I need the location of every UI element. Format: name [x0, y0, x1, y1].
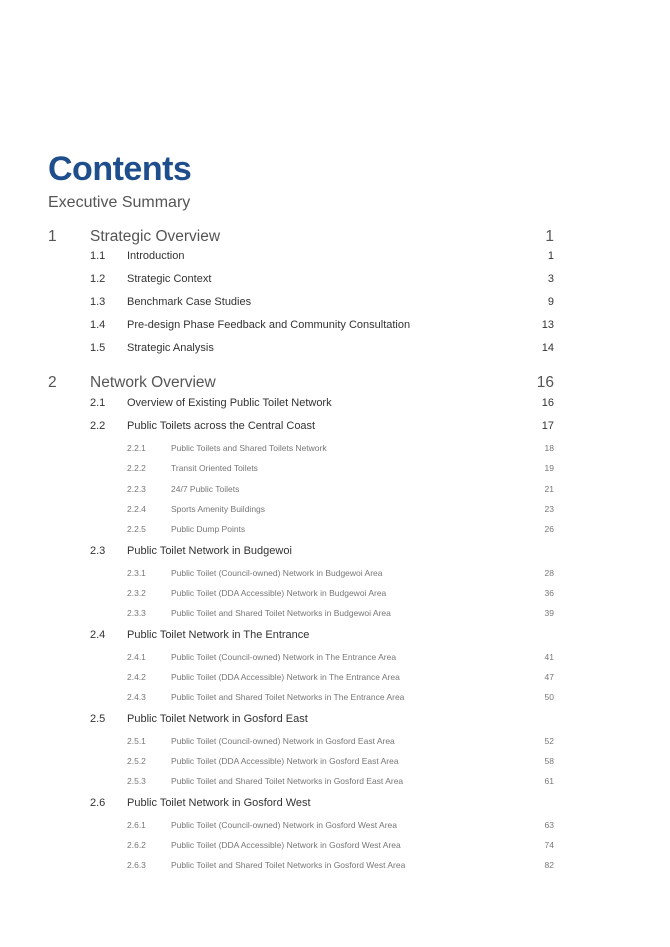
- toc-page-number: 3: [547, 273, 554, 285]
- toc-page-number: 18: [544, 443, 554, 453]
- toc-number: 2.4: [90, 629, 106, 641]
- toc-page-number: 13: [541, 319, 554, 331]
- toc-title: Public Toilet Network in The Entrance: [127, 629, 310, 641]
- toc-title: Transit Oriented Toilets: [171, 463, 258, 473]
- toc-number: 2.2.1: [127, 443, 146, 453]
- toc-page-number: 58: [544, 756, 554, 766]
- toc-title: Public Dump Points: [171, 524, 246, 534]
- toc-number: 2.3.3: [127, 608, 146, 618]
- toc-page-number: 74: [544, 840, 554, 850]
- toc-page-number: 52: [544, 736, 554, 746]
- toc-title: Strategic Analysis: [127, 342, 214, 354]
- toc-title: 24/7 Public Toilets: [171, 484, 240, 494]
- toc-title: Public Toilet and Shared Toilet Networks in Gosford East Area: [171, 776, 404, 786]
- toc-number: 2.5.3: [127, 776, 146, 786]
- toc-title: Benchmark Case Studies: [127, 296, 252, 308]
- toc-title: Public Toilet (DDA Accessible) Network in Gosford East Area: [171, 756, 399, 766]
- toc-number: 1: [48, 228, 57, 245]
- toc-title: Public Toilet Network in Gosford East: [127, 713, 308, 725]
- toc-title: Sports Amenity Buildings: [171, 504, 266, 514]
- toc-page-number: 61: [544, 776, 554, 786]
- toc-number: 1.4: [90, 319, 106, 331]
- toc-page-number: 21: [544, 484, 554, 494]
- toc-title: Network Overview: [90, 374, 216, 391]
- toc-page-number: 17: [541, 420, 554, 432]
- toc-number: 2.2.4: [127, 504, 146, 514]
- toc-title: Public Toilet and Shared Toilet Networks in The Entrance Area: [171, 692, 405, 702]
- toc-title: Strategic Context: [127, 273, 212, 285]
- toc-number: 2.6.1: [127, 820, 146, 830]
- toc-page-number: 82: [544, 860, 554, 870]
- toc-title: Public Toilet and Shared Toilet Networks in Gosford West Area: [171, 860, 406, 870]
- toc-number: 1.3: [90, 296, 106, 308]
- toc-title: Public Toilet (Council-owned) Network in The Entrance Area: [171, 652, 397, 662]
- toc-number: 2.4.2: [127, 672, 146, 682]
- toc-page-number: 36: [544, 588, 554, 598]
- toc-title: Public Toilet Network in Budgewoi: [127, 545, 292, 557]
- toc-page-number: 1: [547, 250, 554, 262]
- toc-title: Public Toilet (DDA Accessible) Network in Gosford West Area: [171, 840, 401, 850]
- toc-title: Public Toilet (Council-owned) Network in Gosford West Area: [171, 820, 397, 830]
- toc-page-number: 16: [541, 397, 554, 409]
- toc-page-number: 39: [544, 608, 554, 618]
- toc-page-number: 16: [536, 374, 554, 391]
- toc-number: 2.2: [90, 420, 106, 432]
- toc-page-number: 41: [544, 652, 554, 662]
- toc-number: 2.2.5: [127, 524, 146, 534]
- executive-summary-heading: Executive Summary: [48, 194, 191, 211]
- toc-title: Public Toilets and Shared Toilets Network: [171, 443, 327, 453]
- toc-title: Overview of Existing Public Toilet Network: [127, 397, 332, 409]
- toc-title: Strategic Overview: [90, 228, 221, 245]
- toc-number: 1.2: [90, 273, 106, 285]
- toc-number: 2.5: [90, 713, 106, 725]
- toc-page-number: 1: [545, 228, 554, 245]
- toc-number: 1.1: [90, 250, 106, 262]
- toc-number: 1.5: [90, 342, 106, 354]
- toc-page-number: 26: [544, 524, 554, 534]
- toc-number: 2.6.3: [127, 860, 146, 870]
- toc-number: 2.3: [90, 545, 106, 557]
- toc-page-number: 47: [544, 672, 554, 682]
- toc-title: Public Toilet (DDA Accessible) Network in The Entrance Area: [171, 672, 400, 682]
- toc-title: Public Toilet Network in Gosford West: [127, 797, 311, 809]
- toc-number: 2.5.2: [127, 756, 146, 766]
- toc-title: Public Toilet (Council-owned) Network in Budgewoi Area: [171, 568, 383, 578]
- toc-page-number: 28: [544, 568, 554, 578]
- toc-page-number: 23: [544, 504, 554, 514]
- toc-title: Public Toilets across the Central Coast: [127, 420, 316, 432]
- toc-number: 2.3.2: [127, 588, 146, 598]
- page-title: Contents: [48, 150, 192, 188]
- toc-page-number: 50: [544, 692, 554, 702]
- toc-page-number: 14: [541, 342, 554, 354]
- toc-title: Introduction: [127, 250, 185, 262]
- toc-page-number: 63: [544, 820, 554, 830]
- toc-number: 2.4.1: [127, 652, 146, 662]
- toc-number: 2.3.1: [127, 568, 146, 578]
- toc-page-number: 9: [547, 296, 554, 308]
- toc-number: 2.4.3: [127, 692, 146, 702]
- toc-number: 2.2.3: [127, 484, 146, 494]
- toc-number: 2.5.1: [127, 736, 146, 746]
- toc-title: Public Toilet (Council-owned) Network in Gosford East Area: [171, 736, 395, 746]
- toc-number: 2: [48, 374, 57, 391]
- toc-number: 2.2.2: [127, 463, 146, 473]
- toc-number: 2.1: [90, 397, 106, 409]
- toc-page-number: 19: [544, 463, 554, 473]
- toc-number: 2.6.2: [127, 840, 146, 850]
- toc-number: 2.6: [90, 797, 106, 809]
- toc-title: Public Toilet and Shared Toilet Networks in Budgewoi Area: [171, 608, 391, 618]
- toc-title: Public Toilet (DDA Accessible) Network in Budgewoi Area: [171, 588, 387, 598]
- toc-title: Pre-design Phase Feedback and Community Consultation: [127, 319, 411, 331]
